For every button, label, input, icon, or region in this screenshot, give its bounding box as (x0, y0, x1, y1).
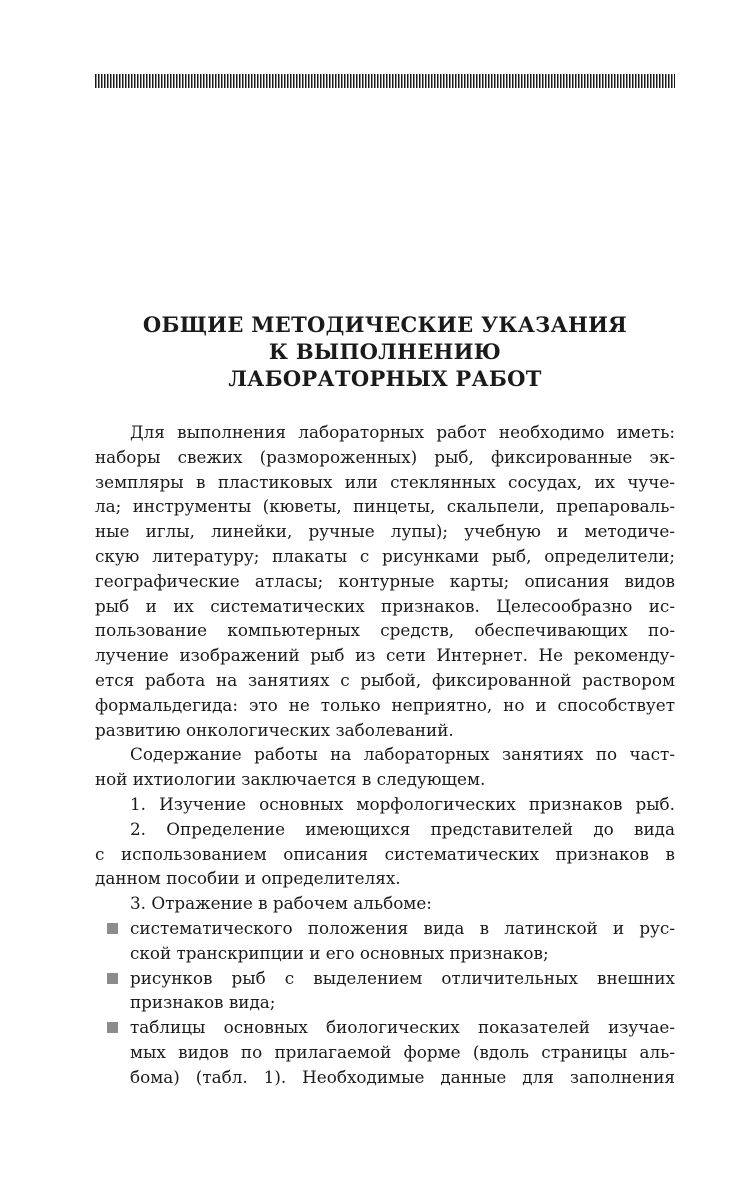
bullet-line (95, 916, 675, 941)
text-line: развитию онкологических заболеваний. (95, 719, 454, 740)
text-line: 3. Отражение в рабочем альбоме: (130, 893, 432, 914)
header-rule (95, 74, 675, 88)
title-line: К ВЫПОЛНЕНИЮ (268, 339, 502, 364)
bullet-square-icon (107, 923, 118, 934)
text-line: скую литературу; плакаты с рисунками рыб, определители; (95, 545, 675, 566)
text-line: 1. Изучение основных морфологических признаков рыб. (130, 793, 675, 814)
text-line: бома) (табл. 1). Необходимые данные для заполнения (130, 1066, 675, 1087)
text-line: географические атласы; контурные карты; описания видов (95, 570, 675, 591)
text-line: Содержание работы на лабораторных занятиях по част- (130, 744, 675, 765)
text-line: Для выполнения лабораторных работ необходимо иметь: (130, 422, 675, 442)
bullet-text: систематического положения вида в латинской и рус- (130, 917, 675, 938)
text-line: земпляры в пластиковых или стеклянных сосудах, их чуче- (95, 471, 675, 492)
text-line: признаков вида; (130, 992, 276, 1013)
body-text (95, 420, 675, 1090)
bullet-square-icon (107, 1022, 118, 1033)
text-line: мых видов по прилагаемой форме (вдоль страницы аль- (130, 1041, 675, 1062)
section-title (95, 311, 675, 392)
title-line: ЛАБОРАТОРНЫХ РАБОТ (228, 366, 542, 391)
text-line: наборы свежих (размороженных) рыб, фиксированные эк- (95, 446, 675, 467)
text-line: ской транскрипции и его основных признаков; (130, 942, 549, 963)
text-line: пользование компьютерных средств, обеспечивающих по- (95, 620, 675, 641)
bullet-text: таблицы основных биологических показателей изучае- (130, 1017, 675, 1038)
text-line: рыб и их систематических признаков. Целесообразно ис- (95, 595, 675, 616)
bullet-text: рисунков рыб с выделением отличительных внешних (130, 967, 675, 988)
bullet-square-icon (107, 973, 118, 984)
bullet-line (95, 966, 675, 991)
text-line: ется работа на занятиях с рыбой, фиксированной раствором (95, 669, 675, 690)
text-line: ла; инструменты (кюветы, пинцеты, скальпели, препароваль- (95, 496, 675, 517)
bullet-line (95, 1015, 675, 1040)
text-line: формальдегида: это не только неприятно, но и способствует (95, 694, 675, 715)
text-line: лучение изображений рыб из сети Интернет. Не рекоменду- (95, 645, 675, 666)
text-line: 2. Определение имеющихся представителей до вида (130, 818, 675, 839)
text-line: ные иглы, линейки, ручные лупы); учебную и методиче- (95, 521, 675, 542)
text-line: ной ихтиологии заключается в следующем. (95, 769, 486, 790)
title-line: ОБЩИЕ МЕТОДИЧЕСКИЕ УКАЗАНИЯ (142, 312, 628, 337)
text-line: данном пособии и определителях. (95, 868, 401, 889)
text-line: с использованием описания систематических признаков в (95, 843, 675, 864)
